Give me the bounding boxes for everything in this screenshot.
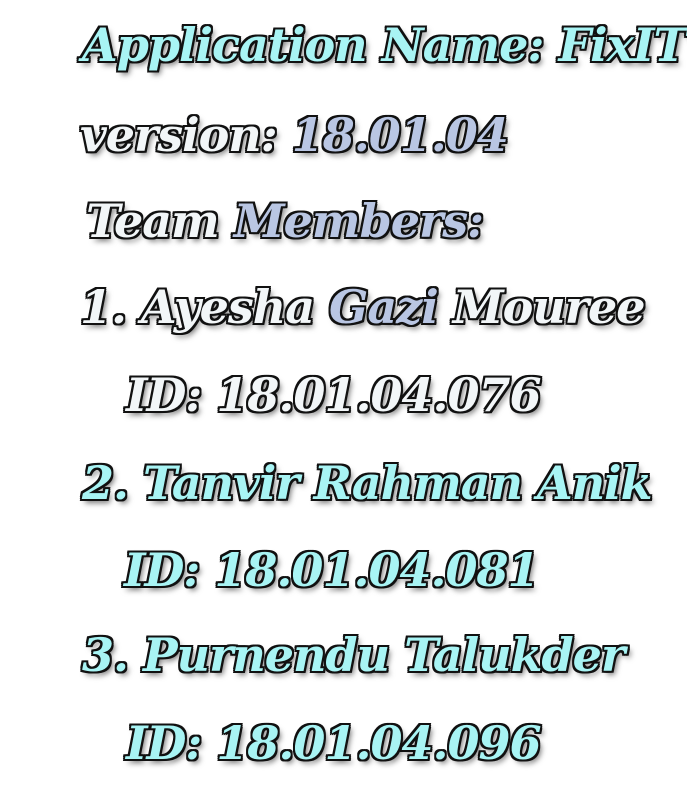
team-label: Team [86,194,219,248]
version-label: version: [80,108,277,162]
member-3-id: 18.01.04.096 [216,716,541,770]
member-1-id: 18.01.04.076 [216,368,541,422]
application-name-label: Application Name: [82,18,544,72]
application-name-line [82,18,687,72]
member-3-id-line [126,716,541,770]
team-members-heading [86,194,484,248]
member-1-middle-name: Gazi [329,280,438,334]
member-2-name-line [82,456,652,510]
member-1-number: 1. [80,280,127,334]
member-3-number: 3. [82,628,129,682]
member-1-id-line [126,368,541,422]
member-1-id-label: ID: [126,368,202,422]
member-1-name-line [80,280,645,334]
member-1-first-name: Ayesha [141,280,315,334]
version-line [80,108,508,162]
member-1-last-name: Mouree [452,280,645,334]
member-2-id: 18.01.04.081 [214,543,539,597]
member-3-id-label: ID: [126,716,202,770]
member-2-number: 2. [82,456,129,510]
version-value: 18.01.04 [291,108,508,162]
member-2-id-label: ID: [124,543,200,597]
member-2-id-line [124,543,539,597]
member-2-name: Tanvir Rahman Anik [143,456,652,510]
members-label: Members: [233,194,484,248]
member-3-name-line [82,628,625,682]
member-3-name: Purnendu Talukder [143,628,625,682]
application-name-value: FixIT [558,18,687,72]
